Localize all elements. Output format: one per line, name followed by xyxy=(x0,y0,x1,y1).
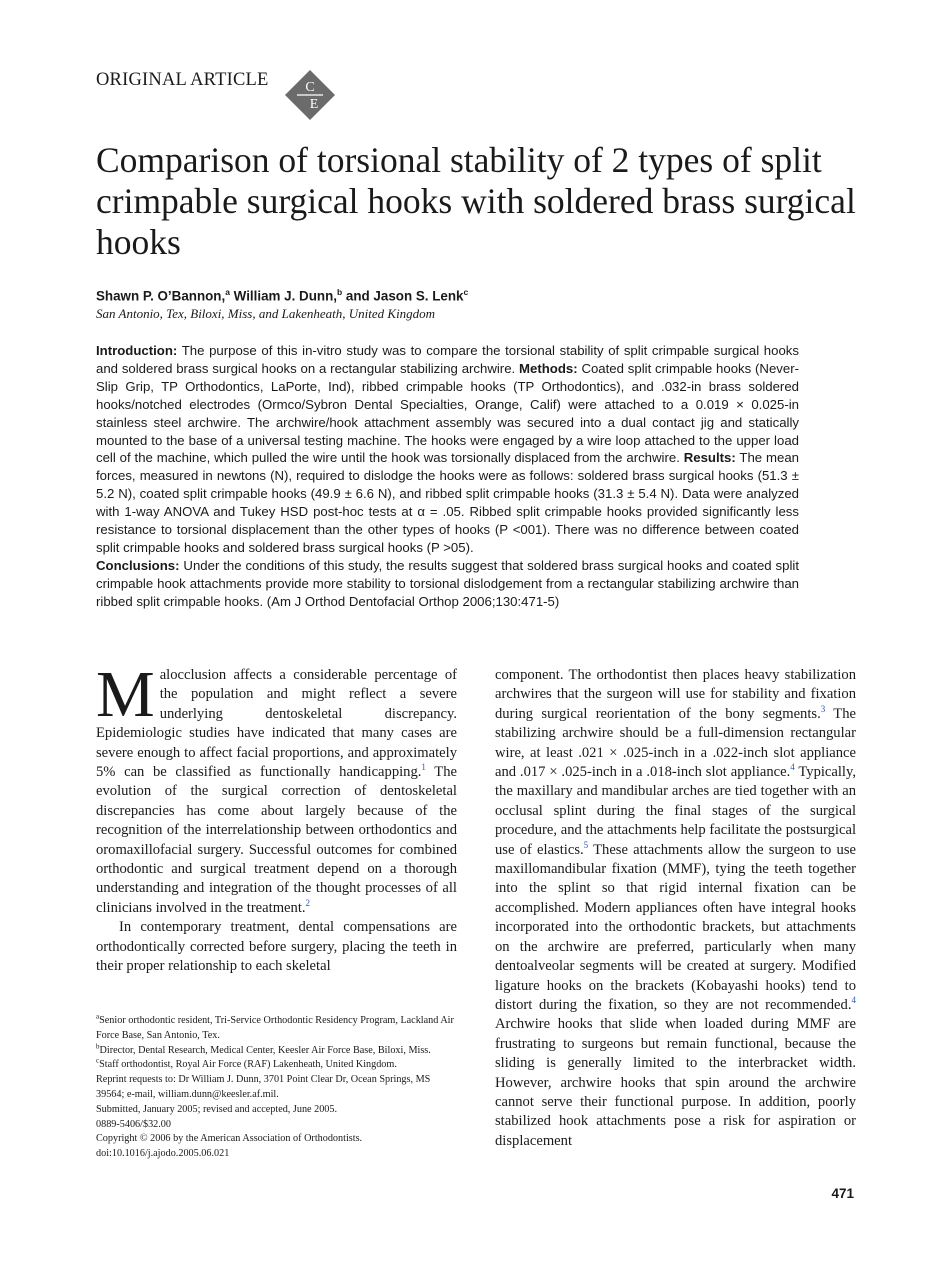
body-text: The stabilizing archwire should be a full-dimension rectangular wire, at least .021 × .025-inch in a .022-inch slot appliance and .017 × .025-inch in a .018-inch slot appliance. xyxy=(495,705,856,781)
body-paragraph: In contemporary treatment, dental compensations are orthodontically corrected before surgery, placing the teeth in their proper relationship to each skeletal xyxy=(96,919,457,975)
body-text: alocclusion affects a considerable percentage of the population and might reflect a severe underlying dentoskeletal discrepancy. Epidemiologic studies have indicated that many cases are severe enough to affect facial proportions, and approximately 5% can be classified as functionally handicapping. xyxy=(96,667,457,781)
footnote-a xyxy=(96,1014,457,1044)
article-price: 0889-5406/$32.00 xyxy=(96,1118,171,1130)
footnote-c xyxy=(96,1058,457,1073)
badge-letter-e: E xyxy=(309,97,319,112)
body-column-left xyxy=(96,658,457,977)
author-affiliation-mark: c xyxy=(463,287,469,297)
author-affiliation-mark: b xyxy=(336,287,343,297)
reference-link[interactable]: 2 xyxy=(305,898,311,909)
reference-link[interactable]: 3 xyxy=(820,703,826,714)
body-paragraph xyxy=(96,658,457,918)
badge-letter-c: C xyxy=(305,80,315,95)
abstract-heading-methods: Methods: xyxy=(519,360,578,376)
abstract-results-text: The mean forces, measured in newtons (N), required to dislodge the hooks were as follows: soldered brass surgical hooks (51.3 ± 5.2 N), coated split crimpable hooks (49.9 ± 6.6 N), and ribbed split crimpable hooks (31.3 ± 5.4 N). Data were analyzed with 1-way ANOVA and Tukey HSD post-hoc tests at α = .05. Ribbed split crimpable hooks provided significantly less resistance to torsional displacement than the other types of hooks (P <001). There was no difference between coated split crimpable hooks and soldered brass surgical hooks (P >05). xyxy=(96,450,799,555)
body-column-right xyxy=(495,666,856,1151)
author-list xyxy=(96,287,468,303)
submission-dates: Submitted, January 2005; revised and accepted, June 2005. xyxy=(96,1103,338,1115)
footnote-text: Senior orthodontic resident, Tri-Service Orthodontic Residency Program, Lackland Air Force Base, San Antonio, Tex. xyxy=(96,1015,454,1041)
footnote-text: Staff orthodontist, Royal Air Force (RAF) Lakenheath, United Kingdom. xyxy=(99,1059,397,1071)
author-name: William J. Dunn, xyxy=(229,288,337,304)
body-text: Archwire hooks that slide when loaded during MMF are frustrating to surgeons but remain functional, because the sliding is generally limited to the interbracket width. However, archwire hooks that spin around the archwire cannot serve their functional purpose. In addition, poorly stabilized hook attachments pose a risk for aspiration or displacement xyxy=(495,1016,856,1149)
page-number: 471 xyxy=(831,1186,854,1201)
body-text: component. The orthodontist then places heavy stabilization archwires that the surgeon will use for stability and fixation during surgical reorientation of the bony segments. xyxy=(495,667,856,722)
drop-cap: M xyxy=(96,658,155,731)
body-text: The evolution of the surgical correction of dentoskeletal discrepancies has come about largely because of the recognition of the interrelationship between orthodontics and oromaxillofacial surgery. Successful outcomes for combined orthodontic and surgical treatment depend on a thorough understanding and integration of the thought processes of all clinicians involved in the treatment. xyxy=(96,764,457,916)
footnote-mark: b xyxy=(96,1042,100,1051)
abstract-conclusions-text: Under the conditions of this study, the results suggest that soldered brass surgical hooks and coated split crimpable hook attachments provide more stability to torsional dislodgement from a rectangular stabilizing archwire than ribbed split crimpable hooks. (Am J Orthod Dentofacial Orthop 2006;130:471-5) xyxy=(96,557,799,609)
abstract-introduction-text: The purpose of this in-vitro study was to compare the torsional stability of split crimpable surgical hooks and soldered brass surgical hooks on a rectangular stabilizing archwire. xyxy=(96,343,799,376)
body-text: Typically, the maxillary and mandibular arches are tied together with an occlusal splint during the final stages of the surgical procedure, and the attachments help facilitate the postsurgical use of elastics. xyxy=(495,764,856,858)
reference-link[interactable]: 5 xyxy=(583,839,589,850)
author-locations: San Antonio, Tex, Biloxi, Miss, and Lakenheath, United Kingdom xyxy=(96,306,436,321)
footnote-mark: a xyxy=(96,1012,100,1021)
article-title: Comparison of torsional stability of 2 types of split crimpable surgical hooks with soldered brass surgical hooks xyxy=(96,140,856,262)
reference-link[interactable]: 1 xyxy=(421,762,426,773)
abstract-methods-text: Coated split crimpable hooks (Never-Slip Grip, TP Orthodontics, LaPorte, Ind), ribbed crimpable hooks (TP Orthodontics), and .032-in brass soldered hooks/notched electrodes (Ormco/Sybron Dental Specialties, Orange, Calif) were attached to a 0.019 × 0.025-in stainless steel archwire. The archwire/hook attachment assembly was secured into a dual contact jig and statically mounted to the base of a universal testing machine. The hooks were engaged by a wire loop attached to the upper load cell of the machine, which pulled the wire until the hook was torsionally displaced from the archwire. xyxy=(96,360,799,466)
reference-link[interactable]: 4 xyxy=(790,762,795,773)
footnote-text: Director, Dental Research, Medical Center, Keesler Air Force Base, Biloxi, Miss. xyxy=(99,1044,431,1056)
reprint-requests: Reprint requests to: Dr William J. Dunn, 3701 Point Clear Dr, Ocean Springs, MS 39564; e-mail, william.dunn@keesler.af.mil. xyxy=(96,1074,431,1100)
author-name: Shawn P. O’Bannon, xyxy=(96,288,226,304)
abstract-heading-conclusions: Conclusions: xyxy=(96,557,180,573)
section-label: ORIGINAL ARTICLE xyxy=(96,70,269,90)
abstract xyxy=(96,342,799,611)
footnote-b xyxy=(96,1044,457,1059)
body-text: These attachments allow the surgeon to use maxillomandibular fixation (MMF), tying the teeth together into the splint so that rigid internal fixation can be accomplished. Modern appliances often have integral hooks incorporated into the orthodontic brackets, but attachments on the archwire are preferred, particularly when many dentoalveolar segments will be created at surgery. Modified ligature hooks on the brackets (Kobayashi hooks) tend to distort during the fixation, so they are not recommended. xyxy=(495,841,856,1013)
footnotes xyxy=(96,1014,457,1162)
footnote-mark: c xyxy=(96,1057,100,1065)
abstract-heading-introduction: Introduction: xyxy=(96,343,178,358)
continuing-education-badge-icon xyxy=(284,69,336,121)
abstract-heading-results: Results: xyxy=(683,450,736,466)
body-paragraph xyxy=(495,666,856,1151)
doi[interactable]: doi:10.1016/j.ajodo.2005.06.021 xyxy=(96,1148,230,1160)
author-name: and Jason S. Lenk xyxy=(342,288,464,304)
author-affiliation-mark: a xyxy=(225,287,230,297)
copyright-notice: Copyright © 2006 by the American Association of Orthodontists. xyxy=(96,1133,363,1145)
reference-link[interactable]: 4 xyxy=(851,995,856,1006)
